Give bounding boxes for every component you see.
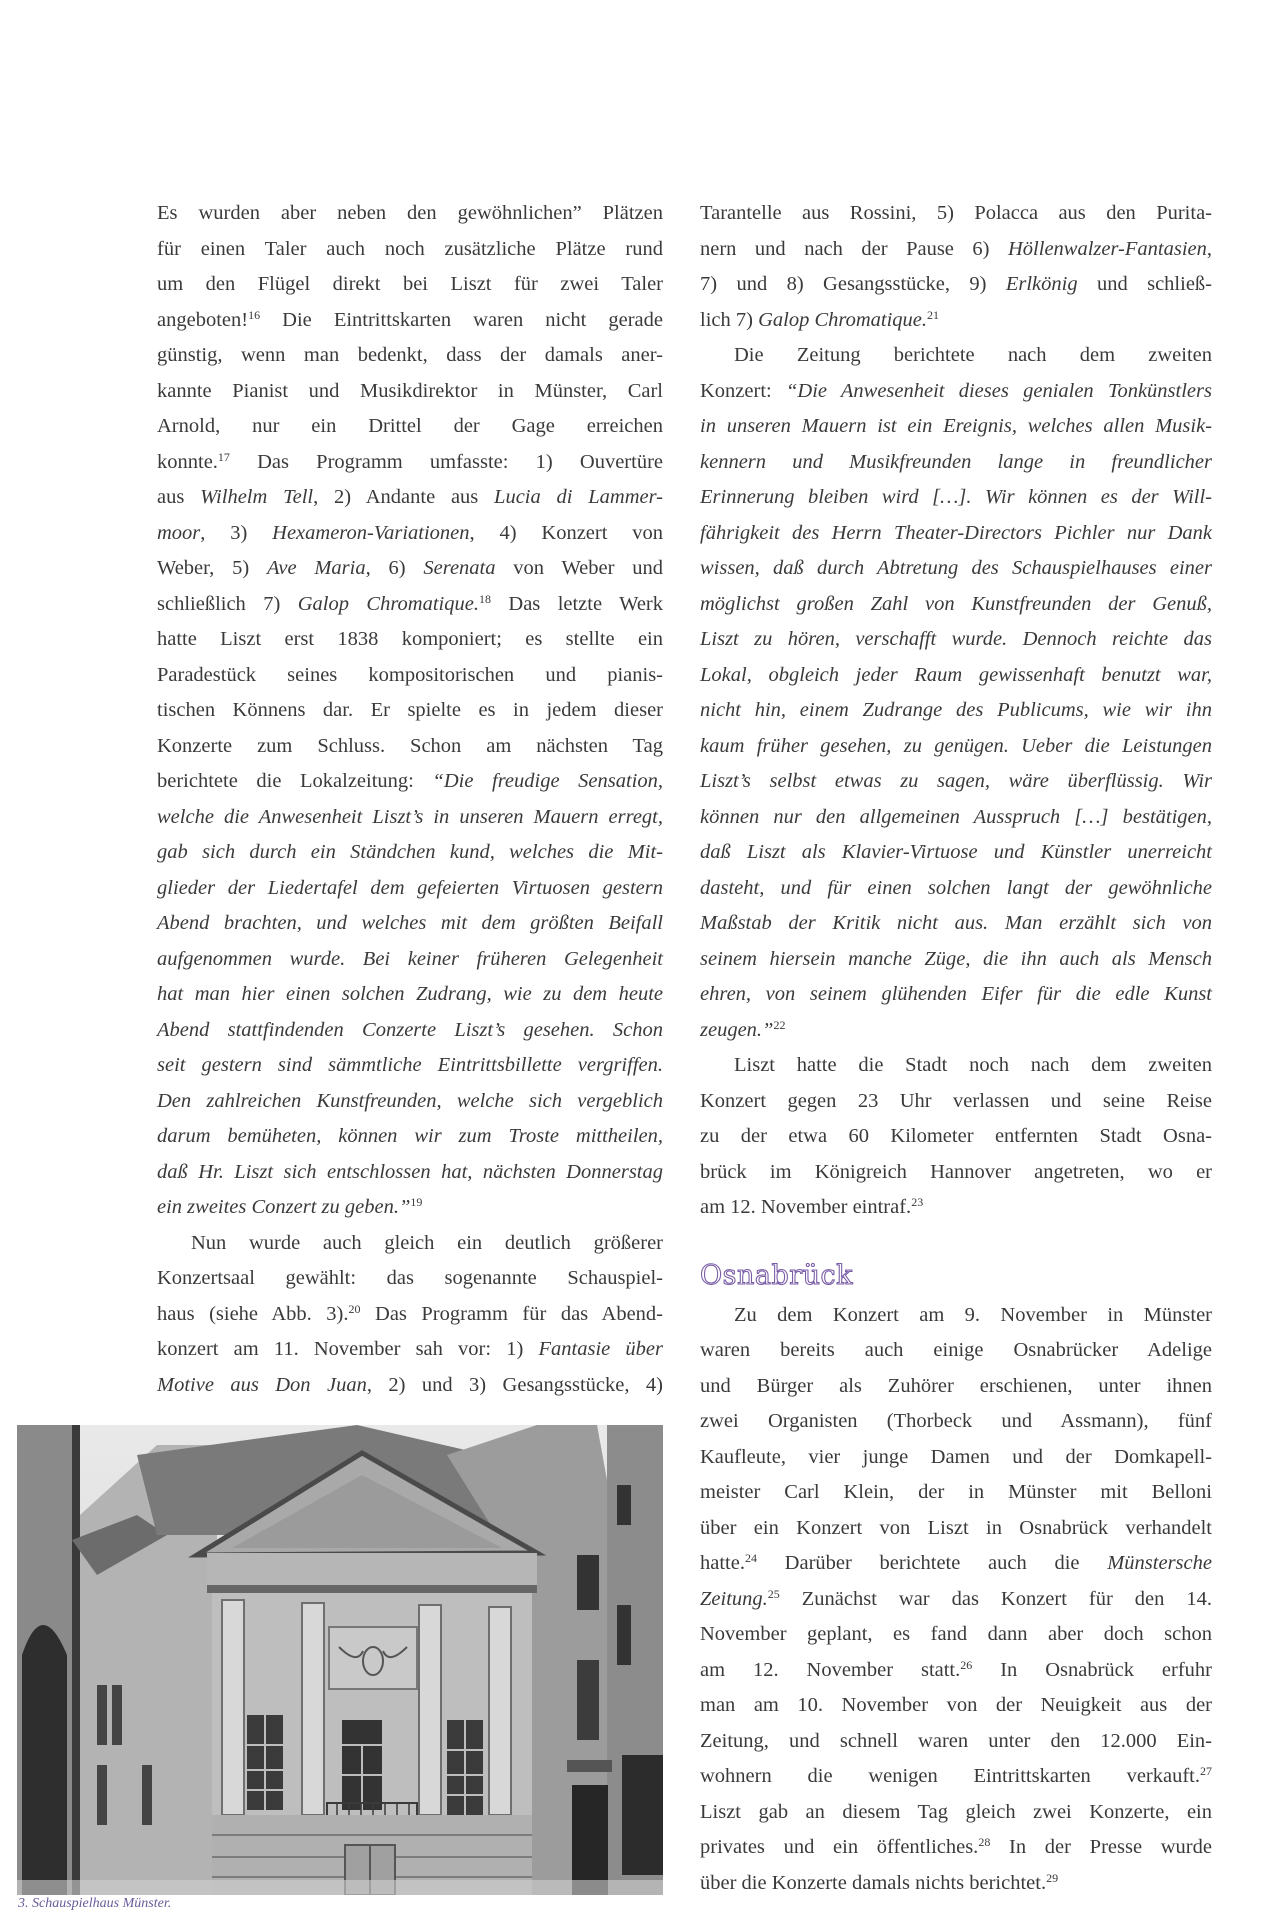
text-line bbox=[700, 1582, 1212, 1618]
text-line bbox=[700, 1013, 1212, 1049]
text-line bbox=[157, 658, 663, 694]
italic-quote-text: “Die Anwesenheit dieses genialen Tonkünstlers bbox=[785, 379, 1212, 402]
text-line bbox=[157, 1261, 663, 1297]
body-text: tischen Könnens dar. Er spielte es in jedem dieser bbox=[157, 699, 663, 721]
text-line bbox=[157, 480, 663, 516]
footnote-reference: 24 bbox=[744, 1551, 757, 1565]
text-line bbox=[157, 871, 663, 907]
text-line bbox=[157, 1013, 663, 1049]
body-text: günstig, wenn man bedenkt, dass der damals aner- bbox=[157, 344, 663, 366]
body-text: zwei Organisten (Thorbeck und Assmann), fünf bbox=[700, 1410, 1212, 1432]
text-line bbox=[700, 1688, 1212, 1724]
body-text: haus (siehe Abb. 3). bbox=[157, 1302, 349, 1325]
body-text: kannte Pianist und Musikdirektor in Münster, Carl bbox=[157, 379, 663, 402]
text-line bbox=[157, 516, 663, 552]
body-text: Arnold, nur ein Drittel der Gage erreichen bbox=[157, 415, 663, 437]
text-line bbox=[700, 232, 1212, 268]
text-line bbox=[157, 835, 663, 871]
body-text: Zunächst war das Konzert für den 14. bbox=[779, 1587, 1212, 1610]
italic-quote-text: Lucia di Lammer- bbox=[494, 486, 663, 508]
body-text: über die Konzerte damals nichts berichtet. bbox=[700, 1871, 1047, 1894]
italic-quote-text: hat man hier einen solchen Zudrang, wie zu dem heute bbox=[157, 983, 663, 1005]
body-text: und schließ- bbox=[1077, 273, 1212, 295]
text-line bbox=[157, 942, 663, 978]
left-text-column bbox=[157, 196, 663, 1403]
body-text: Die Eintrittskarten waren nicht gerade bbox=[260, 308, 663, 331]
text-line bbox=[700, 764, 1212, 800]
body-text: und Bürger als Zuhörer erschienen, unter ihnen bbox=[700, 1374, 1212, 1397]
text-line bbox=[700, 835, 1212, 871]
text-line bbox=[700, 1119, 1212, 1155]
italic-quote-text: in unseren Mauern ist ein Ereignis, welches allen Musik- bbox=[700, 415, 1212, 437]
italic-quote-text: Lokal, obgleich jeder Raum gewissenhaft benutzt war, bbox=[700, 663, 1212, 686]
text-line bbox=[157, 196, 663, 232]
italic-quote-text: zeugen.” bbox=[700, 1018, 774, 1041]
text-line bbox=[157, 1155, 663, 1191]
text-line bbox=[157, 977, 663, 1013]
body-text: brück im Königreich Hannover angetreten, wo er bbox=[700, 1160, 1212, 1183]
text-line bbox=[157, 303, 663, 339]
footnote-reference: 25 bbox=[767, 1586, 780, 1601]
text-line bbox=[157, 232, 663, 268]
text-line bbox=[157, 445, 663, 481]
italic-quote-text: Maßstab der Kritik nicht aus. Man erzählt sich von bbox=[700, 912, 1212, 934]
italic-quote-text: aufgenommen wurde. Bei keiner früheren Gelegenheit bbox=[157, 947, 663, 970]
body-text: schließlich 7) bbox=[157, 592, 298, 615]
body-text: man am 10. November von der Neuigkeit aus der bbox=[700, 1694, 1212, 1716]
text-line bbox=[157, 1084, 663, 1120]
body-text: angeboten! bbox=[157, 308, 249, 331]
italic-quote-text: seinem hiersein manche Züge, die ihn auch als Mensch bbox=[700, 947, 1212, 970]
body-text: Paradestück seines kompositorischen und pianis- bbox=[157, 663, 663, 686]
figure-photo-schauspielhaus bbox=[17, 1425, 663, 1895]
body-text: , 4) Konzert von bbox=[469, 521, 663, 544]
footnote-reference: 16 bbox=[248, 307, 261, 322]
text-line bbox=[700, 1866, 1212, 1902]
italic-quote-text: Zeitung. bbox=[700, 1587, 768, 1610]
text-line bbox=[700, 1084, 1212, 1120]
text-line bbox=[700, 1795, 1212, 1831]
body-text: zu der etwa 60 Kilometer entfernten Stadt Osna- bbox=[700, 1125, 1212, 1147]
text-line bbox=[700, 906, 1212, 942]
footnote-reference: 23 bbox=[911, 1195, 924, 1209]
text-line bbox=[700, 729, 1212, 765]
italic-quote-text: glieder der Liedertafel dem gefeierten Virtuosen gestern bbox=[157, 876, 663, 899]
body-text: berichtete die Lokalzeitung: bbox=[157, 770, 433, 792]
body-text: Es wurden aber neben den gewöhnlichen” Plätzen bbox=[157, 202, 663, 224]
text-line bbox=[700, 1190, 1212, 1226]
text-line bbox=[700, 658, 1212, 694]
text-line bbox=[700, 1048, 1212, 1084]
body-text: Weber, 5) bbox=[157, 557, 267, 579]
text-line bbox=[700, 1369, 1212, 1405]
body-text: In der Presse wurde bbox=[990, 1836, 1212, 1858]
body-text: Darüber berichtete auch die bbox=[756, 1552, 1108, 1574]
footnote-reference: 18 bbox=[478, 591, 491, 606]
body-text: In Osnabrück erfuhr bbox=[972, 1658, 1213, 1681]
text-line bbox=[157, 622, 663, 658]
text-line bbox=[157, 906, 663, 942]
italic-quote-text: moor bbox=[157, 521, 201, 544]
text-line bbox=[157, 800, 663, 836]
body-text: privates und ein öffentliches. bbox=[700, 1836, 979, 1858]
body-text: 7) und 8) Gesangsstücke, 9) bbox=[700, 273, 1006, 295]
italic-quote-text: Erinnerung bleiben wird […]. Wir können es der Will- bbox=[700, 486, 1212, 508]
italic-quote-text: Serenata bbox=[423, 557, 496, 579]
body-text: Nun wurde auch gleich ein deutlich größerer bbox=[191, 1231, 663, 1254]
text-line bbox=[700, 267, 1212, 303]
italic-quote-text: Galop Chromatique. bbox=[758, 308, 928, 331]
text-line bbox=[700, 480, 1212, 516]
text-line bbox=[157, 551, 663, 587]
italic-quote-text: wissen, daß durch Abtretung des Schauspielhauses einer bbox=[700, 557, 1212, 579]
italic-quote-text: ein zweites Conzert zu geben.” bbox=[157, 1196, 411, 1218]
italic-quote-text: Wilhelm Tell bbox=[200, 486, 314, 508]
right-text-column bbox=[700, 196, 1212, 1901]
body-text: um den Flügel direkt bei Liszt für zwei Taler bbox=[157, 273, 663, 295]
text-line bbox=[700, 800, 1212, 836]
text-line bbox=[157, 1226, 663, 1262]
text-line bbox=[157, 1048, 663, 1084]
body-text: hatte. bbox=[700, 1552, 745, 1574]
text-line bbox=[700, 1653, 1212, 1689]
text-line bbox=[700, 1724, 1212, 1760]
text-line bbox=[700, 551, 1212, 587]
text-line bbox=[157, 693, 663, 729]
body-text: konzert am 11. November sah vor: 1) bbox=[157, 1338, 539, 1360]
italic-quote-text: Hexameron-Variationen bbox=[272, 521, 470, 544]
body-text: Das Programm umfasste: 1) Ouvertüre bbox=[229, 450, 663, 473]
text-line bbox=[700, 374, 1212, 410]
footnote-reference: 28 bbox=[978, 1835, 991, 1849]
italic-quote-text: gab sich durch ein Ständchen kund, welches die Mit- bbox=[157, 841, 663, 863]
italic-quote-text: Ave Maria bbox=[266, 557, 366, 579]
body-text: nern und nach der Pause 6) bbox=[700, 237, 1008, 260]
italic-quote-text: nicht hin, einem Zudrange des Publicums, wie wir ihn bbox=[700, 699, 1212, 721]
text-line bbox=[700, 1155, 1212, 1191]
italic-quote-text: seit gestern sind sämmtliche Eintrittsbillette vergriffen. bbox=[157, 1054, 663, 1076]
text-line bbox=[700, 1298, 1212, 1334]
text-line bbox=[157, 729, 663, 765]
italic-quote-text: Den zahlreichen Kunstfreunden, welche sich vergeblich bbox=[157, 1089, 663, 1112]
text-line bbox=[157, 764, 663, 800]
body-text: aus bbox=[157, 486, 201, 508]
italic-quote-text: Münstersche bbox=[1107, 1552, 1212, 1574]
text-line bbox=[700, 303, 1212, 339]
body-text: für einen Taler auch noch zusätzliche Plätze rund bbox=[157, 237, 663, 260]
italic-quote-text: Liszt zu hören, verschafft wurde. Dennoch reichte das bbox=[700, 628, 1212, 650]
italic-quote-text: welche die Anwesenheit Liszt’s in unseren Mauern erregt, bbox=[157, 805, 663, 828]
body-text: Liszt hatte die Stadt noch nach dem zweiten bbox=[734, 1054, 1212, 1076]
text-line bbox=[700, 1546, 1212, 1582]
italic-quote-text: “Die freudige Sensation, bbox=[432, 770, 663, 792]
italic-quote-text: daß Liszt als Klavier-Virtuose und Künstler unerreicht bbox=[700, 841, 1212, 863]
italic-quote-text: Motive aus Don Juan bbox=[157, 1373, 367, 1396]
text-line bbox=[157, 338, 663, 374]
body-text: Zeitung, und schnell waren unter den 12.000 Ein- bbox=[700, 1729, 1212, 1752]
text-line bbox=[700, 338, 1212, 374]
italic-quote-text: daß Hr. Liszt sich entschlossen hat, nächsten Donnerstag bbox=[157, 1160, 663, 1183]
italic-quote-text: dasteht, und für einen solchen langt der gewöhnliche bbox=[700, 876, 1212, 899]
text-line bbox=[700, 1617, 1212, 1653]
text-line bbox=[157, 1190, 663, 1226]
text-line bbox=[700, 445, 1212, 481]
italic-quote-text: darum bemüheten, können wir zum Troste mittheilen, bbox=[157, 1125, 663, 1147]
building-photo-illustration bbox=[17, 1425, 663, 1895]
italic-quote-text: Erlkönig bbox=[1005, 273, 1078, 295]
body-text: Konzert: bbox=[700, 379, 786, 402]
body-text: Das Programm für das Abend- bbox=[360, 1302, 663, 1325]
italic-quote-text: möglichst großen Zahl von Kunstfreunden der Genuß, bbox=[700, 592, 1212, 615]
italic-quote-text: Galop Chromatique. bbox=[297, 592, 479, 615]
body-text: meister Carl Klein, der in Münster mit Belloni bbox=[700, 1481, 1212, 1503]
footnote-reference: 22 bbox=[773, 1017, 786, 1032]
body-text: Liszt gab an diesem Tag gleich zwei Konzerte, ein bbox=[700, 1800, 1212, 1823]
right-column-body-after-heading bbox=[700, 1298, 1212, 1902]
footnote-reference: 29 bbox=[1046, 1870, 1059, 1885]
body-text: Kaufleute, vier junge Damen und der Domkapell- bbox=[700, 1445, 1212, 1468]
text-line bbox=[700, 1333, 1212, 1369]
footnote-reference: 26 bbox=[960, 1657, 973, 1672]
text-line bbox=[157, 374, 663, 410]
footnote-reference: 17 bbox=[217, 449, 230, 464]
body-text: von Weber und bbox=[495, 557, 663, 579]
text-line bbox=[157, 267, 663, 303]
figure-caption: 3. Schauspielhaus Münster. bbox=[18, 1896, 172, 1911]
body-text: Zu dem Konzert am 9. November in Münster bbox=[734, 1303, 1212, 1326]
text-line bbox=[700, 871, 1212, 907]
text-line bbox=[700, 516, 1212, 552]
text-line bbox=[700, 409, 1212, 445]
body-text: Konzert gegen 23 Uhr verlassen und seine Reise bbox=[700, 1089, 1212, 1112]
footnote-reference: 19 bbox=[410, 1195, 423, 1209]
text-line bbox=[700, 1404, 1212, 1440]
italic-quote-text: Liszt’s selbst etwas zu sagen, wäre überflüssig. Wir bbox=[700, 770, 1212, 792]
body-text: November geplant, es fand dann aber doch schon bbox=[700, 1623, 1212, 1645]
body-text: Die Zeitung berichtete nach dem zweiten bbox=[734, 344, 1212, 366]
text-line bbox=[700, 693, 1212, 729]
body-text: , 2) Andante aus bbox=[313, 486, 495, 508]
text-line bbox=[700, 1511, 1212, 1547]
body-text: Konzertsaal gewählt: das sogenannte Schauspiel- bbox=[157, 1267, 663, 1289]
text-line bbox=[157, 1332, 663, 1368]
body-text: Konzerte zum Schluss. Schon am nächsten Tag bbox=[157, 734, 663, 757]
text-line bbox=[700, 196, 1212, 232]
italic-quote-text: Abend stattfindenden Conzerte Liszt’s gesehen. Schon bbox=[157, 1018, 663, 1041]
text-line bbox=[700, 1830, 1212, 1866]
body-text: hatte Liszt erst 1838 komponiert; es stellte ein bbox=[157, 628, 663, 650]
italic-quote-text: ehren, von seinem glühenden Eifer für die edle Kunst bbox=[700, 983, 1212, 1005]
text-line bbox=[700, 977, 1212, 1013]
section-spacer bbox=[700, 1226, 1212, 1246]
body-text: Tarantelle aus Rossini, 5) Polacca aus den Purita- bbox=[700, 202, 1212, 224]
body-text: , 6) bbox=[365, 557, 424, 579]
text-line bbox=[157, 409, 663, 445]
body-text: über ein Konzert von Liszt in Osnabrück verhandelt bbox=[700, 1516, 1212, 1539]
body-text: waren bereits auch einige Osnabrücker Adelige bbox=[700, 1339, 1212, 1361]
text-line bbox=[700, 1759, 1212, 1795]
italic-quote-text: Fantasie über bbox=[538, 1338, 663, 1360]
body-text: , 2) und 3) Gesangsstücke, 4) bbox=[366, 1373, 664, 1396]
italic-quote-text: kaum früher gesehen, zu genügen. Ueber die Leistungen bbox=[700, 734, 1212, 757]
italic-quote-text: fährigkeit des Herrn Theater-Directors Pichler nur Dank bbox=[700, 521, 1212, 544]
text-line bbox=[700, 587, 1212, 623]
text-line bbox=[700, 1440, 1212, 1476]
footnote-reference: 20 bbox=[348, 1301, 361, 1316]
text-line bbox=[700, 1475, 1212, 1511]
text-line bbox=[700, 942, 1212, 978]
italic-quote-text: können nur den allgemeinen Ausspruch […] bestätigen, bbox=[700, 805, 1212, 828]
footnote-reference: 27 bbox=[1200, 1764, 1212, 1778]
text-line bbox=[157, 1297, 663, 1333]
italic-quote-text: kennern und Musikfreunden lange in freundlicher bbox=[700, 450, 1212, 473]
body-text: Das letzte Werk bbox=[490, 592, 664, 615]
text-line bbox=[157, 587, 663, 623]
body-text: , 3) bbox=[200, 521, 273, 544]
body-text: am 12. November eintraf. bbox=[700, 1196, 912, 1218]
italic-quote-text: Abend brachten, und welches mit dem größten Beifall bbox=[157, 912, 663, 934]
body-text: , bbox=[1206, 237, 1212, 260]
body-text: wohnern die wenigen Eintrittskarten verkauft. bbox=[700, 1765, 1200, 1787]
body-text: lich 7) bbox=[700, 308, 759, 331]
body-text: konnte. bbox=[157, 450, 218, 473]
right-column-body-before-heading bbox=[700, 196, 1212, 1226]
text-line bbox=[700, 622, 1212, 658]
text-line bbox=[157, 1368, 663, 1404]
body-text: am 12. November statt. bbox=[700, 1658, 961, 1681]
text-line bbox=[157, 1119, 663, 1155]
footnote-reference: 21 bbox=[927, 307, 940, 322]
italic-quote-text: Höllenwalzer-Fantasien bbox=[1008, 237, 1207, 260]
section-heading-osnabrueck: Osnabrück bbox=[700, 1259, 854, 1291]
